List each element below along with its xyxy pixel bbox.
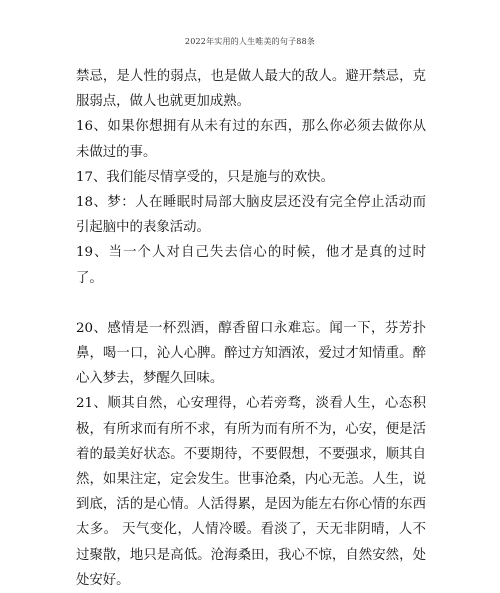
paragraph-18: 18、梦：人在睡眠时局部大脑皮层还没有完全停止活动而引起脑中的表象活动。 <box>76 195 426 236</box>
paragraph-continued: 禁忌，是人性的弱点，也是做人最大的敌人。避开禁忌，克服弱点，做人也就更加成熟。 <box>76 69 426 110</box>
document-body <box>76 64 426 593</box>
paragraph-16: 16、如果你想拥有从未有过的东西，那么你必须去做你从未做过的事。 <box>76 119 426 160</box>
paragraph-20: 20、感情是一杯烈酒，醇香留口永难忘。闻一下，芬芳扑鼻，喝一口，沁人心脾。醉过方知酒浓，爱过才知情重。醉心入梦去，梦醒久回味。 <box>76 320 426 387</box>
page-header-title: 2022年实用的人生唯美的句子88条 <box>184 37 316 46</box>
paragraph-19: 19、当一个人对自己失去信心的时候，他才是真的过时了。 <box>76 245 426 286</box>
paragraph-spacer <box>76 291 426 316</box>
paragraph-21: 21、顺其自然，心安理得，心若旁骛，淡看人生，心态积极，有所求而有所不求，有所为而有所不为，心安，便是活着的最美好状态。不要期待，不要假想，不要强求，顺其自然，如果注定，定会发生。世事沧桑，内心无恙。人生，说到底，活的是心情。人活得累，是因为能左右你心情的东西太多。 天气变化，人情冷暖。看淡了，天无非阴晴，人不过聚散，地只是高低。沧海桑田，我心不惊，自然安然，处处安好。 <box>76 396 426 588</box>
paragraph-17: 17、我们能尽情享受的，只是施与的欢快。 <box>76 169 335 185</box>
